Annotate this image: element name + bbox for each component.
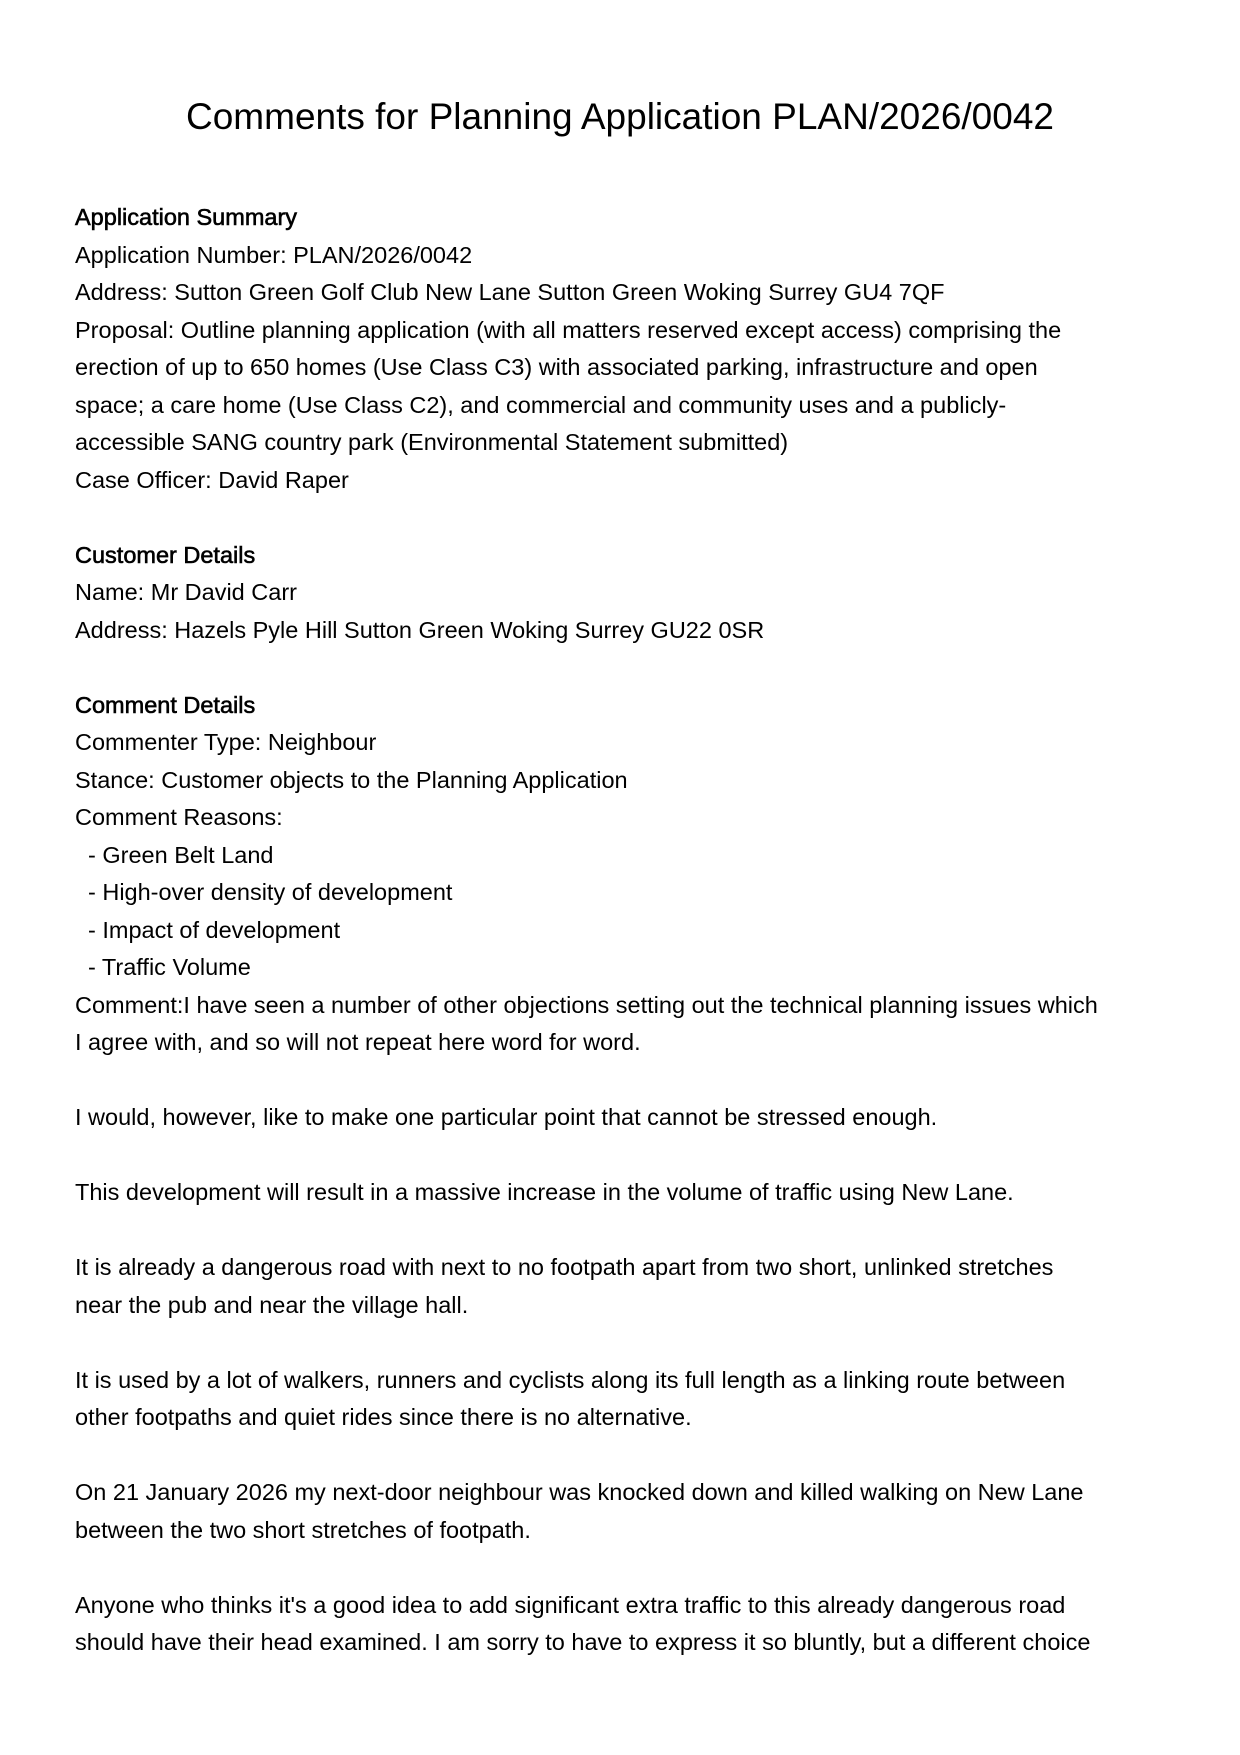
comment-line: I agree with, and so will not repeat here word for word. bbox=[75, 1029, 641, 1055]
comment-line: It is used by a lot of walkers, runners and cyclists along its full length as a linking route between bbox=[75, 1366, 1066, 1393]
application-number: Application Number: PLAN/2026/0042 bbox=[75, 241, 473, 268]
proposal-line: Proposal: Outline planning application (with all matters reserved except access) comprising the bbox=[75, 316, 1062, 343]
comment-reason-item: - Green Belt Land bbox=[88, 841, 274, 868]
stance: Stance: Customer objects to the Planning Application bbox=[75, 766, 628, 793]
comment-details-section bbox=[75, 687, 1175, 1662]
comment-reason-item: - Impact of development bbox=[88, 916, 341, 943]
comment-paragraph bbox=[75, 1099, 1175, 1137]
paragraph-spacer bbox=[75, 1324, 1175, 1362]
comment-paragraph bbox=[75, 1474, 1175, 1549]
customer-name: Name: Mr David Carr bbox=[75, 579, 297, 605]
comment-details-heading: Comment Details bbox=[75, 691, 256, 718]
commenter-type: Commenter Type: Neighbour bbox=[75, 729, 377, 755]
comment-paragraph bbox=[75, 1362, 1175, 1437]
proposal-line: erection of up to 650 homes (Use Class C3) with associated parking, infrastructure and open bbox=[75, 354, 1038, 380]
comment-paragraph bbox=[75, 1587, 1175, 1662]
paragraph-spacer bbox=[75, 1549, 1175, 1587]
paragraph-spacer bbox=[75, 1137, 1175, 1175]
application-summary-heading: Application Summary bbox=[75, 204, 298, 230]
comment-reason-item: - High-over density of development bbox=[88, 879, 453, 905]
comment-line: near the pub and near the village hall. bbox=[75, 1291, 469, 1318]
section-spacer bbox=[75, 649, 1175, 687]
comment-line: between the two short stretches of footpath. bbox=[75, 1516, 531, 1543]
comment-line: Anyone who thinks it's a good idea to add significant extra traffic to this already dangerous road bbox=[75, 1591, 1066, 1618]
proposal-line: accessible SANG country park (Environmental Statement submitted) bbox=[75, 429, 789, 455]
paragraph-spacer bbox=[75, 1212, 1175, 1250]
comment-paragraph bbox=[75, 1174, 1175, 1212]
document-body bbox=[75, 199, 1175, 1662]
customer-details-section bbox=[75, 537, 1175, 650]
paragraph-spacer bbox=[75, 1062, 1175, 1100]
comment-line: It is already a dangerous road with next to no footpath apart from two short, unlinked stretches bbox=[75, 1254, 1054, 1280]
page-title: Comments for Planning Application PLAN/2026/0042 bbox=[186, 96, 1054, 137]
comment-line: I would, however, like to make one particular point that cannot be stressed enough. bbox=[75, 1104, 938, 1130]
comment-reasons-label: Comment Reasons: bbox=[75, 804, 283, 830]
paragraph-spacer bbox=[75, 1437, 1175, 1475]
comment-line: This development will result in a massive increase in the volume of traffic using New Lane. bbox=[75, 1179, 1014, 1205]
application-address: Address: Sutton Green Golf Club New Lane Sutton Green Woking Surrey GU4 7QF bbox=[75, 279, 945, 305]
comment-line: should have their head examined. I am sorry to have to express it so bluntly, but a different choice bbox=[75, 1629, 1091, 1655]
customer-details-heading: Customer Details bbox=[75, 541, 256, 568]
proposal-line: space; a care home (Use Class C2), and commercial and community uses and a publicly- bbox=[75, 391, 1007, 418]
application-summary-section bbox=[75, 199, 1175, 499]
customer-address: Address: Hazels Pyle Hill Sutton Green Woking Surrey GU22 0SR bbox=[75, 616, 765, 643]
comment-reason-item: - Traffic Volume bbox=[88, 954, 251, 980]
comment-paragraph bbox=[75, 1249, 1175, 1324]
comment-line: On 21 January 2026 my next-door neighbour was knocked down and killed walking on New Lane bbox=[75, 1479, 1084, 1505]
comment-paragraph bbox=[75, 987, 1175, 1062]
comment-line: Comment:I have seen a number of other objections setting out the technical planning issues which bbox=[75, 991, 1098, 1018]
case-officer: Case Officer: David Raper bbox=[75, 466, 349, 493]
comment-line: other footpaths and quiet rides since there is no alternative. bbox=[75, 1404, 692, 1430]
section-spacer bbox=[75, 499, 1175, 537]
